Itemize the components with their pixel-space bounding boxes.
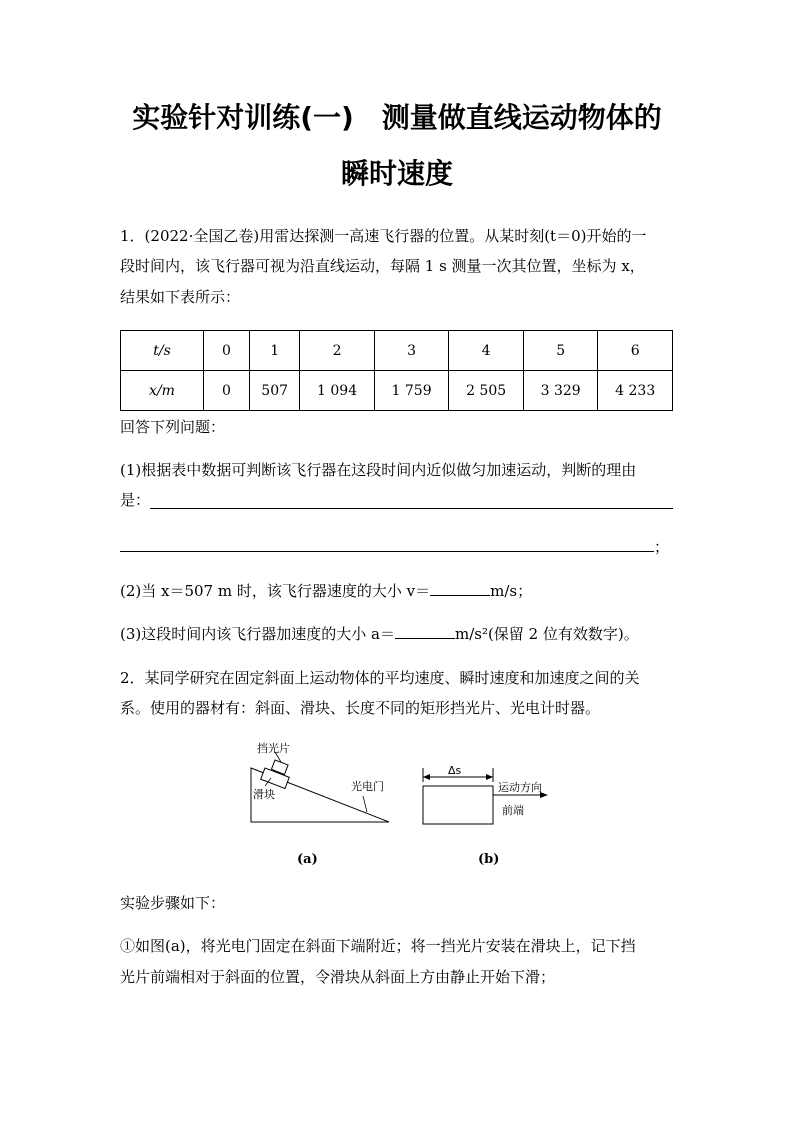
title-line-1: 实验针对训练(一) 测量做直线运动物体的 (132, 101, 662, 134)
label-ds: Δs (448, 764, 462, 777)
q1-part1-line-1: (1)根据表中数据可判断该飞行器在这段时间内近似做匀加速运动，判断的理由 (120, 461, 637, 479)
table-cell: x/m (121, 371, 204, 411)
label-gate: 光电门 (351, 780, 384, 793)
table-cell: 4 (449, 331, 524, 371)
table-cell: 4 233 (598, 371, 673, 411)
table-cell: 2 (300, 331, 375, 371)
label-front: 前端 (502, 804, 524, 817)
table-cell: 3 329 (523, 371, 598, 411)
table-cell: 1 759 (374, 371, 449, 411)
q1-part2-text: (2)当 x＝507 m 时，该飞行器速度的大小 v＝ (120, 582, 431, 600)
table-cell: 6 (598, 331, 673, 371)
q2-intro-line-1: 2．某同学研究在固定斜面上运动物体的平均速度、瞬时速度和加速度之间的关 (120, 669, 640, 687)
answer-blank-line[interactable] (120, 551, 654, 552)
step1-line-1: ①如图(a)，将光电门固定在斜面下端附近；将一挡光片安装在滑块上，记下挡 (120, 937, 636, 955)
q1-intro-line-3: 结果如下表所示： (120, 288, 241, 306)
gate-leader (363, 796, 367, 812)
label-direction: 运动方向 (498, 781, 542, 794)
q1-intro-line-2: 段时间内，该飞行器可视为沿直线运动，每隔 1 s 测量一次其位置，坐标为 x， (120, 257, 645, 275)
table-cell: 2 505 (449, 371, 524, 411)
table-cell: 5 (523, 331, 598, 371)
q1-part2 (120, 581, 675, 601)
q1-part3-unit: m/s²(保留 2 位有效数字)。 (454, 625, 639, 643)
label-shade: 挡光片 (257, 742, 290, 755)
q1-part1-line-2: 是： (120, 491, 151, 509)
caption-b: (b) (478, 852, 500, 867)
answer-prompt: 回答下列问题： (120, 418, 226, 436)
answer-blank[interactable] (430, 581, 490, 596)
table-row (121, 371, 673, 411)
step1-line-2: 光片前端相对于斜面的位置，令滑块从斜面上方由静止开始下滑； (120, 968, 556, 986)
title-line-2: 瞬时速度 (340, 157, 453, 190)
table-cell: 507 (250, 371, 300, 411)
figure-b-shade (418, 762, 558, 832)
table-cell: 1 (250, 331, 300, 371)
table-cell: 3 (374, 331, 449, 371)
label-slider: 滑块 (253, 788, 275, 801)
q1-part2-unit: m/s； (490, 582, 533, 600)
table-cell: 0 (204, 371, 250, 411)
data-table (120, 330, 673, 411)
caption-a: (a) (297, 852, 318, 867)
table-cell: 1 094 (300, 371, 375, 411)
table-cell: 0 (204, 331, 250, 371)
ds-arrowhead-right (486, 774, 493, 780)
answer-blank[interactable] (395, 624, 455, 639)
ds-arrowhead-left (423, 774, 430, 780)
table-cell: t/s (121, 331, 204, 371)
figure-a-incline (245, 738, 395, 828)
q1-part3 (120, 624, 675, 644)
table-row (121, 331, 673, 371)
q1-part3-text: (3)这段时间内该飞行器加速度的大小 a＝ (120, 625, 395, 643)
q1-part1-end: ； (654, 538, 670, 556)
steps-title: 实验步骤如下： (120, 894, 226, 912)
shade-rectangle (423, 786, 493, 824)
answer-blank-line[interactable] (150, 508, 673, 509)
q2-intro-line-2: 系。使用的器材有：斜面、滑块、长度不同的矩形挡光片、光电计时器。 (120, 699, 601, 717)
q1-intro-line-1: 1．(2022·全国乙卷)用雷达探测一高速飞行器的位置。从某时刻(t＝0)开始的一 (120, 227, 647, 245)
